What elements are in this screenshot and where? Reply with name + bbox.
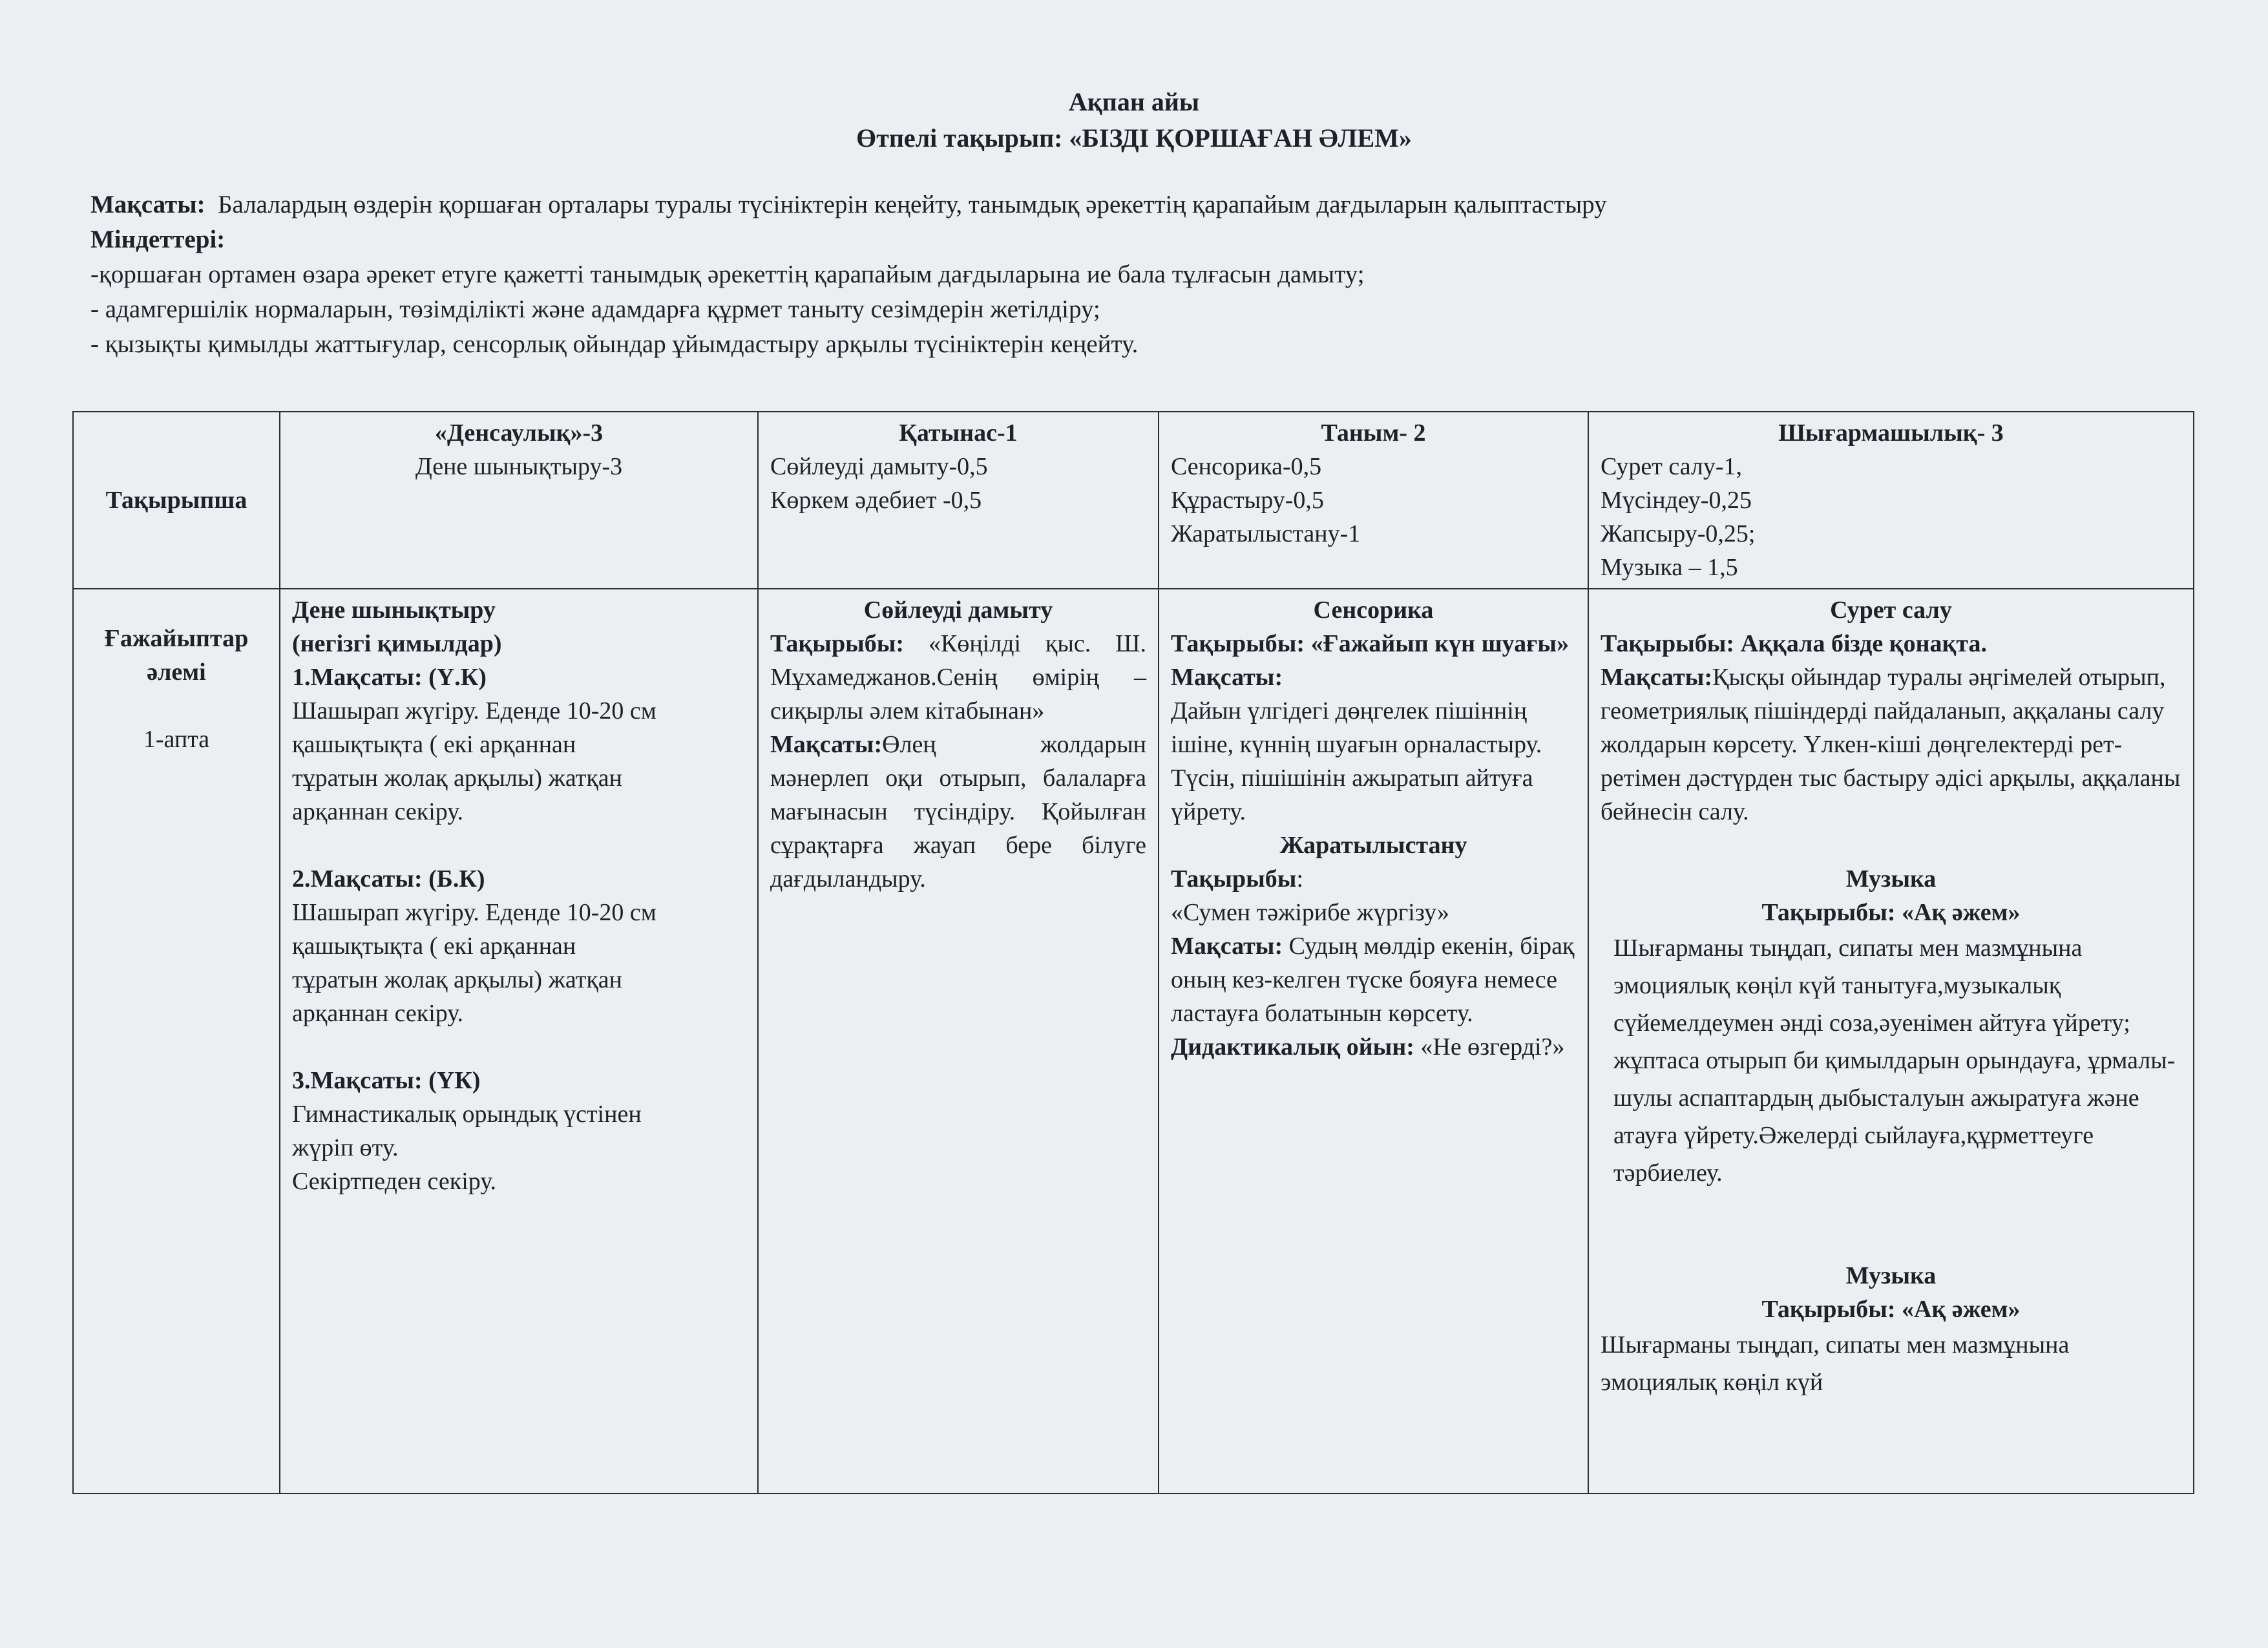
sensor-goal-label: Мақсаты:: [1171, 664, 1283, 691]
pe-goal1-line: қашықтықта ( екі арқаннан: [292, 731, 576, 758]
pe-goal1-label: 1.Мақсаты: (Ү.К): [292, 664, 487, 691]
transitional-theme-title: Өтпелі тақырып: «БІЗДІ ҚОРШАҒАН ӘЛЕМ»: [856, 123, 1412, 153]
pe-goal2-line: арқаннан секіру.: [292, 1000, 463, 1027]
drawing-goal-label: Мақсаты:: [1601, 664, 1713, 691]
pe-goal3-line: жүріп өту.: [292, 1134, 399, 1161]
speech-goal-text: Өлең жолдарын мәнерлеп оқи отырып, балаларға мағынасын түсіндіру. Қойылған сұрақтарға жауап бере білуге дағдыландыру.: [770, 731, 1146, 893]
cell-cognition: [1159, 589, 1588, 1494]
pe-goal3-label: 3.Мақсаты: (ҮК): [292, 1067, 481, 1094]
didactic-game-label: Дидактикалық ойын:: [1171, 1033, 1414, 1061]
pe-title: Дене шынықтыру: [292, 597, 496, 624]
header-health-title: «Денсаулық»-3: [434, 419, 604, 447]
header-cognition-line: Жаратылыстану-1: [1171, 520, 1361, 547]
nature-topic-label: Тақырыбы: [1171, 865, 1297, 893]
nature-goal: [1171, 929, 1576, 1030]
pe-goal3-line: Секіртпеден секіру.: [292, 1168, 496, 1195]
music1-topic: Тақырыбы: «Ақ әжем»: [1761, 899, 2021, 926]
drawing-title: Сурет салу: [1830, 597, 1952, 624]
pe-goal3-line: Гимнастикалық орындық үстінен: [292, 1101, 642, 1128]
speech-title: Сөйлеуді дамыту: [863, 597, 1053, 624]
sensor-topic: Тақырыбы: «Ғажайып күн шуағы»: [1171, 630, 1570, 657]
header-health: [280, 412, 758, 589]
pe-subtitle: (негізгі қимылдар): [292, 630, 502, 657]
pe-goal1-line: тұратын жолақ арқылы) жатқан: [292, 765, 622, 792]
header-communication-line: Сөйлеуді дамыту-0,5: [770, 453, 988, 480]
pe-goal2-line: қашықтықта ( екі арқаннан: [292, 933, 576, 960]
music1-title: Музыка: [1845, 865, 1937, 893]
pe-goal2-line: тұратын жолақ арқылы) жатқан: [292, 966, 622, 993]
month-title: Ақпан айы: [1068, 87, 1200, 116]
speech-topic: [770, 627, 1146, 728]
header-creativity-line: Мүсіндеу-0,25: [1601, 487, 1752, 514]
sensor-title: Сенсорика: [1313, 597, 1434, 624]
tasks-label: Міндеттері:: [90, 226, 226, 253]
drawing-goal: [1601, 660, 2181, 829]
sensor-goal-text: Дайын үлгідегі дөңгелек пішіннің ішіне, күннің шуағын орналастыру. Түсін, пішішінін ажыратып айтуға үйрету.: [1171, 697, 1542, 825]
music1-text: Шығарманы тыңдап, сипаты мен мазмұнына эмоциялық көңіл күй танытуға,музыкалық сүйемелдеумен әнді соза,әуенімен айтуға үйрету; жұптаса отырып би қимылдарын орындауға, ұрмалы-шулы аспаптардың дыбысталуын ажыратуға және атауға үйрету.Әжелерді сыйлауға,құрметтеуге тәрбиелеу.: [1613, 935, 2176, 1187]
header-creativity: [1588, 412, 2194, 589]
cell-topic: [73, 589, 280, 1494]
cell-creativity: [1588, 589, 2194, 1494]
nature-title: Жаратылыстану: [1279, 832, 1467, 859]
header-communication: [758, 412, 1159, 589]
header-cognition-line: Құрастыру-0,5: [1171, 487, 1324, 514]
drawing-goal-text: Қысқы ойындар туралы әңгімелей отырып, геометриялық пішіндерді пайдаланып, аққаланы салу жолдарын көрсету. Үлкен-кіші дөңгелектерді рет-ретімен дәстүрден тыс бастыру әдісі арқылы, аққаланы бейнесін салу.: [1601, 664, 2181, 825]
didactic-game: [1171, 1030, 1576, 1064]
header-cognition-title: Таным- 2: [1321, 419, 1426, 447]
drawing-topic-text: Аққала бізде қонақта.: [1740, 630, 1988, 657]
header-creativity-line: Музыка – 1,5: [1601, 554, 1738, 581]
pe-goal1-line: Шашырап жүгіру. Еденде 10-20 см: [292, 697, 656, 724]
goal-label: Мақсаты:: [90, 191, 205, 218]
header-health-line: Дене шынықтыру-3: [415, 453, 623, 480]
drawing-topic: [1601, 627, 2181, 660]
nature-topic-heading: [1171, 862, 1576, 896]
header-communication-title: Қатынас-1: [899, 419, 1018, 447]
drawing-topic-label: Тақырыбы:: [1601, 630, 1735, 657]
task-item: - адамгершілік нормаларын, төзімділікті және адамдарға құрмет таныту сезімдерін жетілдіру;: [90, 295, 1100, 323]
topic-week: 1-апта: [143, 726, 210, 753]
task-item: - қызықты қимылды жаттығулар, сенсорлық ойындар ұйымдастыру арқылы түсініктерін кеңейту.: [90, 330, 1139, 358]
header-cognition: [1159, 412, 1588, 589]
pe-goal1-line: арқаннан секіру.: [292, 798, 463, 825]
topic-title: әлемі: [147, 659, 206, 686]
music2-text: Шығарманы тыңдап, сипаты мен мазмұнына эмоциялық көңіл күй: [1601, 1331, 2070, 1396]
header-creativity-title: Шығармашылық- 3: [1778, 419, 2004, 447]
header-communication-line: Көркем әдебиет -0,5: [770, 487, 982, 514]
didactic-game-text: «Не өзгерді?»: [1420, 1033, 1565, 1061]
music2-title: Музыка: [1845, 1262, 1937, 1289]
pe-goal2-label: 2.Мақсаты: (Б.К): [292, 865, 485, 893]
nature-goal-label: Мақсаты:: [1171, 933, 1283, 960]
speech-topic-label: Тақырыбы:: [770, 630, 905, 657]
header-creativity-line: Сурет салу-1,: [1601, 453, 1743, 480]
task-item: -қоршаған ортамен өзара әрекет етуге қажетті танымдық әрекеттің қарапайым дағдыларына ие бала тұлғасын дамыту;: [90, 260, 1365, 288]
speech-goal-label: Мақсаты:: [770, 731, 883, 758]
speech-goal: [770, 728, 1146, 896]
table-header-row: [73, 412, 2194, 589]
intro-section: [90, 187, 2184, 362]
pe-goal2-line: Шашырап жүгіру. Еденде 10-20 см: [292, 899, 656, 926]
header-subtopic: Тақырыпша: [73, 412, 280, 589]
nature-goal-text: Судың мөлдір екенін, бірақ оның кез-келген түске бояуға немесе ластауға болатынын көрсету.: [1171, 933, 1575, 1027]
cell-physical-education: [280, 589, 758, 1494]
nature-topic-text: «Сумен тәжірибе жүргізу»: [1171, 899, 1450, 926]
table-week-row: [73, 589, 2194, 1494]
cell-speech-development: [758, 589, 1159, 1494]
header-cognition-line: Сенсорика-0,5: [1171, 453, 1322, 480]
goal-text: Балалардың өздерін қоршаған орталары туралы түсініктерін кеңейту, танымдық әрекеттің қарапайым дағдыларын қалыптастыру: [218, 191, 1607, 218]
nature-topic-colon: :: [1296, 865, 1303, 893]
speech-topic-text: «Көңілді қыс. Ш. Мұхамеджанов.Сенің өмірің – сиқырлы әлем кітабынан»: [770, 630, 1146, 724]
music2-topic: Тақырыбы: «Ақ әжем»: [1761, 1296, 2021, 1323]
topic-title: Ғажайыптар: [104, 625, 249, 652]
header-creativity-line: Жапсыру-0,25;: [1601, 520, 1756, 547]
lesson-plan-table: [72, 411, 2194, 1494]
goal-line: [90, 187, 2184, 222]
